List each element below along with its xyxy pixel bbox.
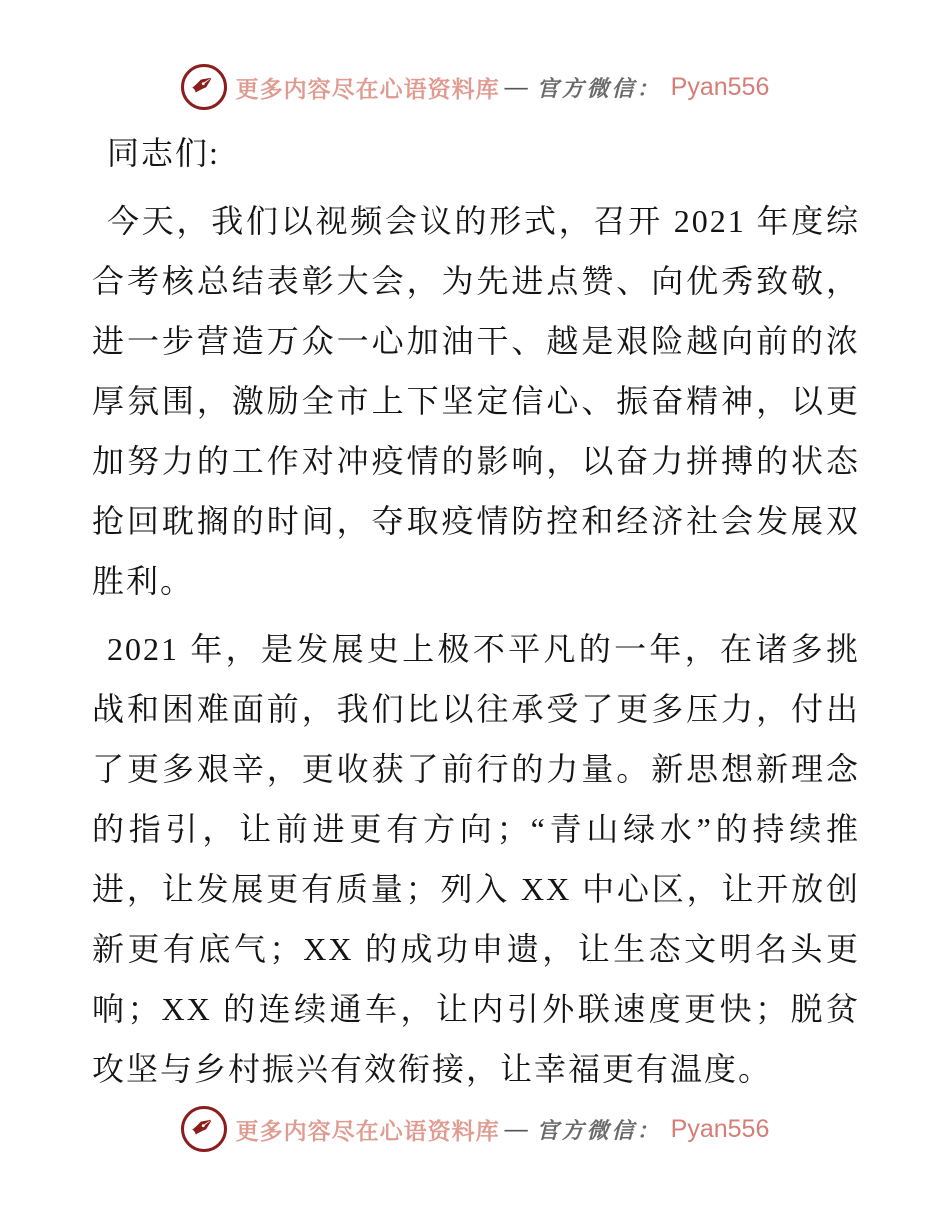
- paragraph-1: 今天，我们以视频会议的形式，召开 2021 年度综合考核总结表彰大会，为先进点赞、向优秀致敬，进一步营造万众一心加油干、越是艰险越向前的浓厚氛围，激励全市上下坚定信心、振奋精神，以更加努力的工作对冲疫情的影响，以奋力拼搏的状态抢回耽搁的时间，夺取疫情防控和经济社会发展双胜利。: [92, 203, 860, 599]
- salutation-line: 同志们:: [107, 135, 220, 171]
- footer-watermark: [0, 1106, 950, 1152]
- watermark-brand-text: 更多内容尽在心语资料库: [235, 1118, 500, 1144]
- watermark-wechat-label: 官方微信：: [536, 75, 662, 101]
- paragraph-2: 2021 年，是发展史上极不平凡的一年，在诸多挑战和困难面前，我们比以往承受了更多压力，付出了更多艰辛，更收获了前行的力量。新思想新理念的指引，让前进更有方向；“青山绿水”的持续推进，让发展更有质量；列入 XX 中心区，让开放创新更有底气；XX 的成功申遗，让生态文明名头更响；XX 的连续通车，让内引外联速度更快；脱贫攻坚与乡村振兴有效衔接，让幸福更有温度。: [92, 631, 860, 1087]
- watermark-dash: —: [504, 74, 528, 99]
- document-body: [92, 123, 860, 1099]
- watermark-wechat-label: 官方微信：: [536, 1117, 662, 1143]
- watermark-wechat-id: Pyan556: [670, 72, 770, 101]
- header-watermark: [0, 64, 950, 110]
- pen-nib-logo-icon: [181, 1106, 227, 1152]
- watermark-brand-text: 更多内容尽在心语资料库: [235, 76, 500, 102]
- pen-nib-glyph: ✒: [183, 1105, 224, 1149]
- pen-nib-glyph: ✒: [183, 63, 224, 107]
- watermark-dash: —: [504, 1116, 528, 1141]
- watermark-wechat-id: Pyan556: [670, 1114, 770, 1143]
- pen-nib-logo-icon: [181, 64, 227, 110]
